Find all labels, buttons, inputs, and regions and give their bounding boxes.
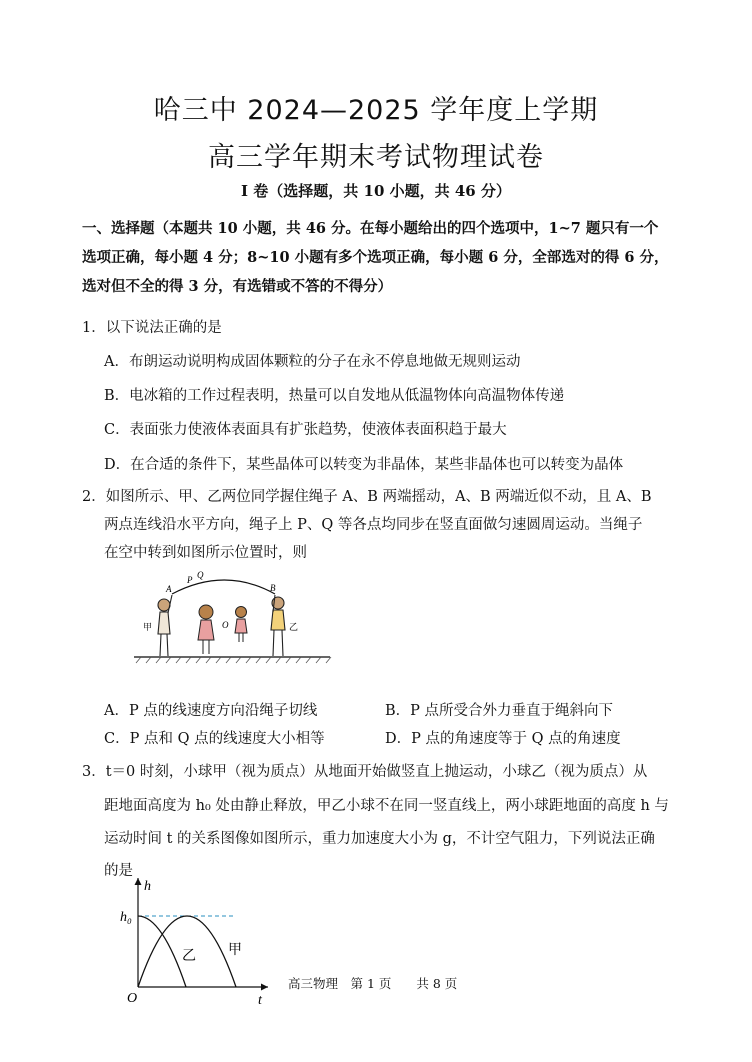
ground-hatching [136,657,331,663]
curve-yi [138,916,186,987]
exam-title-line2: 高三学年期末考试物理试卷 [208,142,544,173]
axis-label-h: h [144,879,151,894]
q2-option-b: B．P 点所受合外力垂直于绳斜向下 [385,703,614,719]
q1-option-c: C．表面张力使液体表面具有扩张趋势，使液体表面积趋于最大 [104,422,507,438]
q1-stem: 1．以下说法正确的是 [82,320,222,336]
child-right [235,607,247,643]
axis-label-h0: h₀ [120,910,132,925]
axis-label-t: t [258,993,262,1005]
q3-stem-line2: 距地面高度为 h₀ 处由静止释放，甲乙小球不在同一竖直线上，两小球距地面的高度 h 与 [104,798,669,814]
volume-heading: I 卷（选择题，共 10 小题，共 46 分） [241,182,511,200]
q1-option-b: B．电冰箱的工作过程表明，热量可以自发地从低温物体向高温物体传递 [104,388,565,404]
q3-stem-line1: 3．t＝0 时刻，小球甲（视为质点）从地面开始做竖直上抛运动，小球乙（视为质点）从 [82,764,648,780]
q2-option-d: D．P 点的角速度等于 Q 点的角速度 [385,731,621,747]
label-jia: 甲 [143,623,153,633]
origin-label: O [127,991,138,1005]
child-left [198,605,214,654]
rope-skipping-figure [130,568,335,668]
label-a: A [166,584,172,594]
q2-option-a: A．P 点的线速度方向沿绳子切线 [104,703,318,719]
label-curve-yi: 乙 [182,948,196,964]
height-time-graph [118,870,278,1005]
q2-stem-line1: 2．如图所示、甲、乙两位同学握住绳子 A、B 两端摇动，A、B 两端近似不动，且 A、B [82,489,652,505]
q2-stem-line3: 在空中转到如图所示位置时，则 [104,545,307,561]
label-curve-jia: 甲 [228,942,242,958]
q2-stem-line2: 两点连线沿水平方向，绳子上 P、Q 等各点均同步在竖直面做匀速圆周运动。当绳子 [104,517,643,533]
q1-option-d: D．在合适的条件下，某些晶体可以转变为非晶体，某些非晶体也可以转变为晶体 [104,457,624,473]
label-p: P [187,575,193,585]
exam-title-line1: 哈三中 2024—2025 学年度上学期 [153,95,599,126]
q1-option-a: A．布朗运动说明构成固体颗粒的分子在永不停息地做无规则运动 [104,354,521,370]
page-footer: 高三物理 第 1 页 共 8 页 [288,976,458,991]
person-yi [271,595,285,656]
section-instructions: 一、选择题（本题共 10 小题，共 46 分。在每小题给出的四个选项中，1~7 题只有一个选项正确，每小题 4 分；8~10 小题有多个选项正确，每小题 6 分，全部选对的得 6 分，选对但不全的得 3 分，有选错或不答的不得分） [82,220,669,295]
label-yi: 乙 [289,623,299,633]
q3-stem-line3: 运动时间 t 的关系图像如图所示，重力加速度大小为 g，不计空气阻力，下列说法正确 [104,831,655,847]
label-q: Q [197,570,204,580]
label-b: B [270,583,276,593]
person-jia [158,595,172,656]
label-o: O [222,620,229,630]
q3-stem-line4: 的是 [104,863,133,879]
q2-option-c: C．P 点和 Q 点的线速度大小相等 [104,731,325,747]
